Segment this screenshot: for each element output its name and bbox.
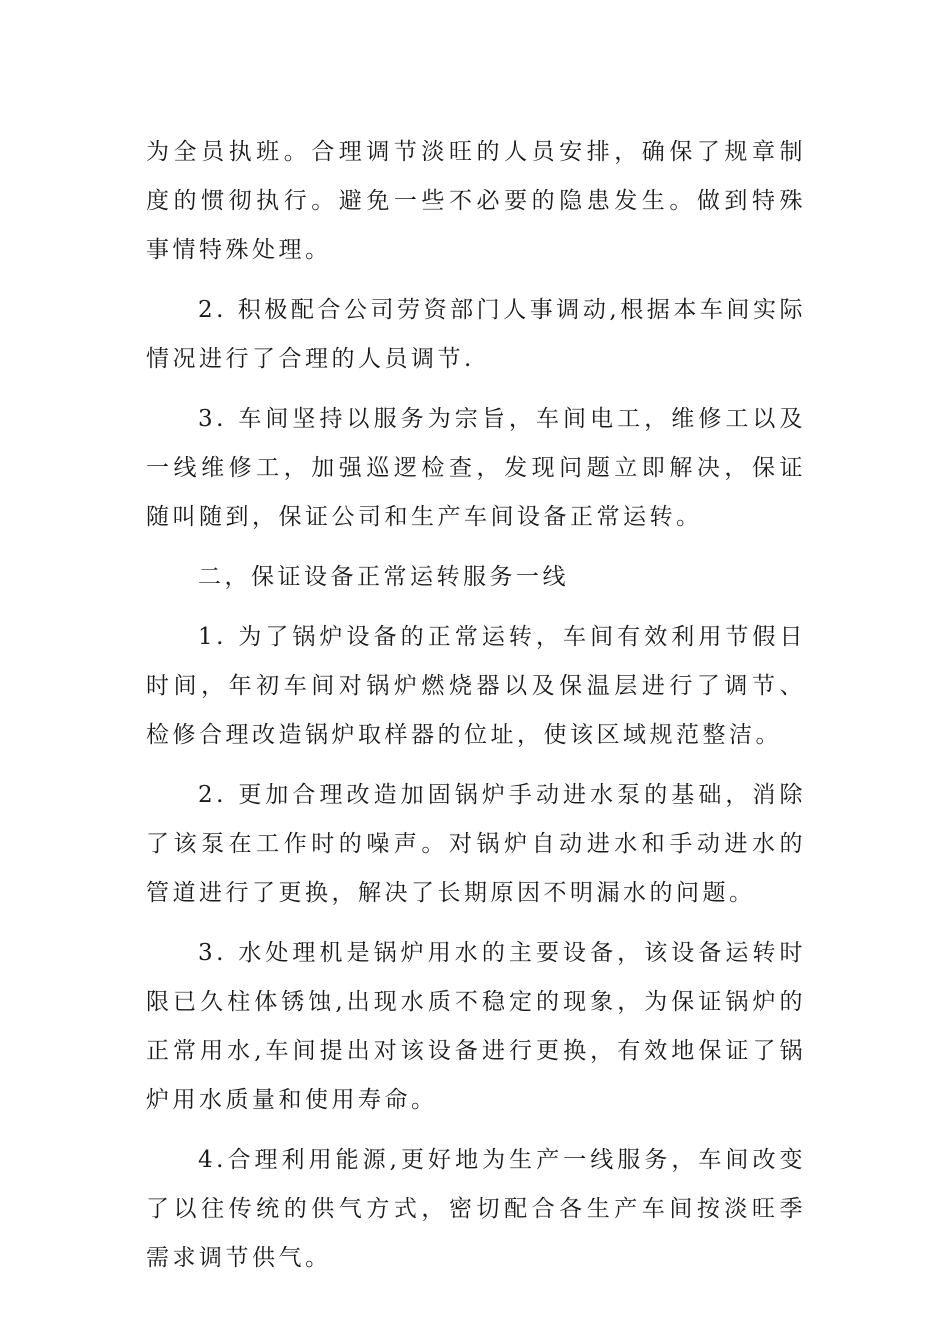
paragraph-item-1-boiler: 1. 为了锅炉设备的正常运转，车间有效利用节假日时间，年初车间对锅炉燃烧器以及保温层进行了调节、检修合理改造锅炉取样器的位址，使该区域规范整洁。 xyxy=(146,624,806,748)
paragraph-item-2-pump: 2. 更加合理改造加固锅炉手动进水泵的基础，消除了该泵在工作时的噪声。对锅炉自动进水和手动进水的管道进行了更换，解决了长期原因不明漏水的问题。 xyxy=(146,782,806,906)
document-page xyxy=(146,128,806,1294)
paragraph-item-3: 3. 车间坚持以服务为宗旨，车间电工，维修工以及一线维修工，加强巡逻检查，发现问题立即解决，保证随叫随到，保证公司和生产车间设备正常运转。 xyxy=(146,406,806,530)
paragraph-item-2: 2. 积极配合公司劳资部门人事调动,根据本车间实际情况进行了合理的人员调节. xyxy=(146,297,806,372)
paragraph-continuation: 为全员执班。合理调节淡旺的人员安排，确保了规章制度的惯彻执行。避免一些不必要的隐患发生。做到特殊事情特殊处理。 xyxy=(146,139,806,263)
paragraph-item-3-water-treatment: 3. 水处理机是锅炉用水的主要设备，该设备运转时限已久柱体锈蚀,出现水质不稳定的现象，为保证锅炉的正常用水,车间提出对该设备进行更换，有效地保证了锅炉用水质量和使用寿命。 xyxy=(146,940,806,1113)
section-heading: 二，保证设备正常运转服务一线 xyxy=(198,564,569,590)
paragraph-item-4-energy: 4.合理利用能源,更好地为生产一线服务，车间改变了以往传统的供气方式，密切配合各生产车间按淡旺季需求调节供气。 xyxy=(146,1147,806,1271)
